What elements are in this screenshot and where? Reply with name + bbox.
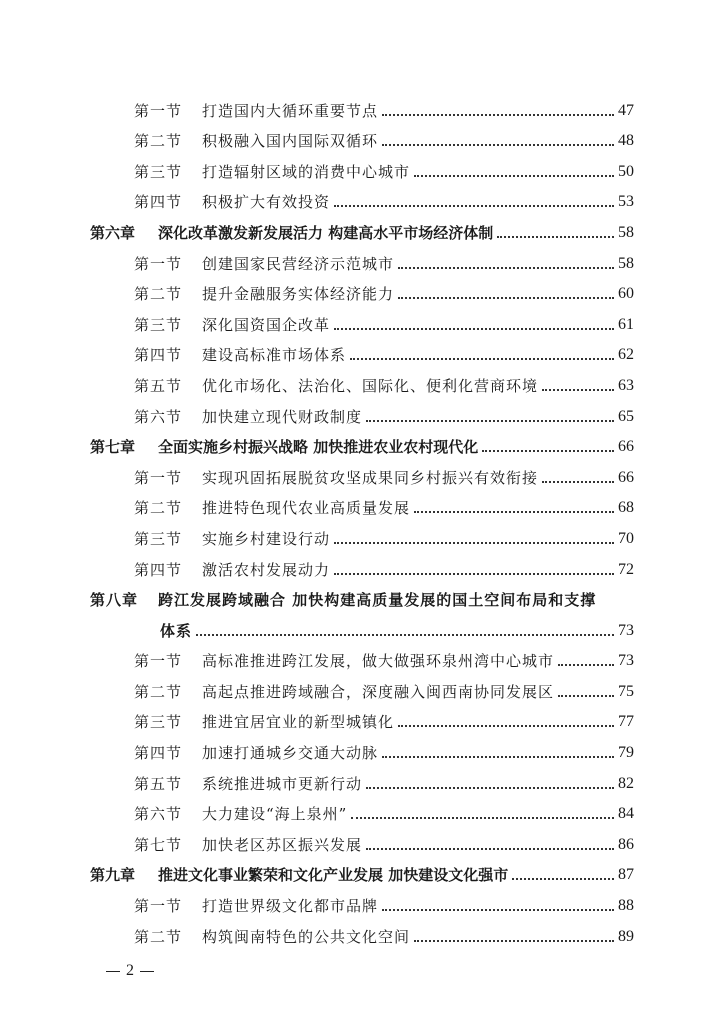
toc-entry-title: 系统推进城市更新行动 bbox=[202, 774, 363, 793]
toc-entry-label: 第一节 bbox=[134, 897, 183, 916]
toc-section-row[interactable] bbox=[134, 671, 634, 702]
toc-entry-label: 第一节 bbox=[134, 468, 183, 487]
toc-entry-title: 优化市场化、法治化、国际化、便利化营商环境 bbox=[202, 376, 539, 395]
toc-page-number: 62 bbox=[618, 346, 634, 364]
toc-dot-leader bbox=[414, 940, 614, 942]
toc-section-row[interactable] bbox=[134, 365, 634, 396]
toc-section-row[interactable] bbox=[134, 90, 634, 121]
toc-entry-title: 体系 bbox=[160, 621, 193, 640]
toc-page-number: 48 bbox=[618, 132, 634, 150]
toc-entry-label: 第三节 bbox=[134, 315, 183, 334]
toc-entry-label: 第三节 bbox=[134, 529, 183, 548]
toc-entry-label: 第七章 bbox=[90, 438, 136, 457]
toc-entry-title: 加快老区苏区振兴发展 bbox=[202, 835, 363, 854]
toc-entry-label: 第一节 bbox=[134, 101, 183, 120]
toc-dot-leader bbox=[196, 634, 614, 636]
toc-page-number: 73 bbox=[618, 652, 634, 670]
toc-page-number: 75 bbox=[618, 682, 634, 700]
toc-chapter-row[interactable] bbox=[90, 855, 634, 886]
toc-page-number: 50 bbox=[618, 162, 634, 180]
toc-entry-label: 第二节 bbox=[134, 285, 183, 304]
toc-page-number: 89 bbox=[618, 927, 634, 945]
toc-entry-label: 第二节 bbox=[134, 499, 183, 518]
toc-entry-title: 提升金融服务实体经济能力 bbox=[202, 285, 395, 304]
toc-entry-title: 跨江发展跨域融合 加快构建高质量发展的国土空间布局和支撑 bbox=[158, 591, 597, 610]
toc-entry-title: 加快建立现代财政制度 bbox=[202, 407, 363, 426]
toc-dot-leader bbox=[542, 481, 614, 483]
toc-entry-label: 第一节 bbox=[134, 652, 183, 671]
toc-section-row[interactable] bbox=[134, 274, 634, 305]
toc-entry-title: 创建国家民营经济示范城市 bbox=[202, 254, 395, 273]
toc-dot-leader bbox=[512, 878, 614, 880]
toc-section-row[interactable] bbox=[134, 243, 634, 274]
toc-section-row[interactable] bbox=[134, 488, 634, 519]
toc-section-row[interactable] bbox=[134, 182, 634, 213]
toc-entry-title: 积极扩大有效投资 bbox=[202, 193, 331, 212]
toc-entry-title: 打造国内大循环重要节点 bbox=[202, 101, 379, 120]
toc-dot-leader bbox=[398, 725, 614, 727]
toc-chapter-row[interactable] bbox=[90, 427, 634, 458]
toc-page-number: 47 bbox=[618, 101, 634, 119]
toc-entry-title: 构筑闽南特色的公共文化空间 bbox=[202, 927, 411, 946]
toc-entry-label: 第一节 bbox=[134, 254, 183, 273]
toc-dot-leader bbox=[542, 389, 614, 391]
toc-dot-leader bbox=[334, 205, 614, 207]
toc-page-number: 70 bbox=[618, 529, 634, 547]
toc-entry-label: 第二节 bbox=[134, 927, 183, 946]
toc-section-row[interactable] bbox=[134, 702, 634, 733]
page-footer bbox=[106, 962, 154, 980]
toc-dot-leader bbox=[497, 236, 614, 238]
toc-dot-leader bbox=[334, 542, 614, 544]
toc-dot-leader bbox=[558, 664, 614, 666]
toc-page-number: 53 bbox=[618, 193, 634, 211]
toc-section-row[interactable] bbox=[134, 304, 634, 335]
toc-page-number: 82 bbox=[618, 774, 634, 792]
toc-dot-leader bbox=[366, 848, 614, 850]
toc-dot-leader bbox=[334, 573, 614, 575]
toc-page-number: 73 bbox=[618, 621, 634, 639]
toc-entry-title: 打造辐射区域的消费中心城市 bbox=[202, 162, 411, 181]
toc-section-row[interactable] bbox=[134, 457, 634, 488]
toc-entry-title: 推进文化事业繁荣和文化产业发展 加快建设文化强市 bbox=[158, 866, 509, 885]
toc-dot-leader bbox=[414, 175, 614, 177]
toc-entry-label: 第四节 bbox=[134, 346, 183, 365]
toc-entry-title: 大力建设“海上泉州” bbox=[202, 805, 348, 824]
toc-entry-title: 激活农村发展动力 bbox=[202, 560, 331, 579]
toc-section-row[interactable] bbox=[134, 763, 634, 794]
toc-page-number: 65 bbox=[618, 407, 634, 425]
toc-page-number: 58 bbox=[618, 223, 634, 241]
toc-section-row[interactable] bbox=[134, 396, 634, 427]
toc-section-row[interactable] bbox=[134, 121, 634, 152]
toc-page-number: 84 bbox=[618, 805, 634, 823]
toc-entry-label: 第四节 bbox=[134, 744, 183, 763]
toc-dot-leader bbox=[398, 297, 614, 299]
toc-entry-label: 第六节 bbox=[134, 805, 183, 824]
toc-section-row[interactable] bbox=[134, 549, 634, 580]
toc-continuation-row[interactable] bbox=[160, 610, 634, 641]
toc-section-row[interactable] bbox=[134, 794, 634, 825]
toc-section-row[interactable] bbox=[134, 151, 634, 182]
toc-entry-title: 全面实施乡村振兴战略 加快推进农业农村现代化 bbox=[158, 438, 479, 457]
toc-dot-leader bbox=[382, 144, 614, 146]
toc-page-number: 86 bbox=[618, 835, 634, 853]
footer-dash-right bbox=[140, 971, 154, 972]
toc-entry-title: 高标准推进跨江发展，做大做强环泉州湾中心城市 bbox=[202, 652, 555, 671]
toc-entry-label: 第八章 bbox=[90, 591, 139, 610]
toc-entry-label: 第二节 bbox=[134, 682, 183, 701]
toc-entry-title: 加速打通城乡交通大动脉 bbox=[202, 744, 379, 763]
toc-entry-title: 实施乡村建设行动 bbox=[202, 529, 331, 548]
toc-page-number: 68 bbox=[618, 499, 634, 517]
toc-dot-leader bbox=[382, 756, 614, 758]
toc-entry-title: 实现巩固拓展脱贫攻坚成果同乡村振兴有效衔接 bbox=[202, 468, 539, 487]
toc-entry-label: 第六章 bbox=[90, 223, 136, 242]
footer-dash-left bbox=[106, 971, 120, 972]
toc-section-row[interactable] bbox=[134, 824, 634, 855]
toc-dot-leader bbox=[382, 909, 614, 911]
toc-entry-label: 第三节 bbox=[134, 162, 183, 181]
footer-page-number: 2 bbox=[126, 962, 134, 979]
toc-entry-title: 推进特色现代农业高质量发展 bbox=[202, 499, 411, 518]
toc-page-number: 79 bbox=[618, 744, 634, 762]
toc-entry-title: 高起点推进跨域融合，深度融入闽西南协同发展区 bbox=[202, 682, 555, 701]
toc-dot-leader bbox=[558, 695, 614, 697]
toc-page-number: 66 bbox=[618, 438, 634, 456]
toc-entry-label: 第四节 bbox=[134, 560, 183, 579]
toc-dot-leader bbox=[382, 114, 614, 116]
toc-page-number: 72 bbox=[618, 560, 634, 578]
toc-page-number: 87 bbox=[618, 866, 634, 884]
toc-section-row[interactable] bbox=[134, 885, 634, 916]
toc-page-number: 61 bbox=[618, 315, 634, 333]
toc-entry-title: 积极融入国内国际双循环 bbox=[202, 132, 379, 151]
toc-entry-label: 第五节 bbox=[134, 376, 183, 395]
toc-entry-label: 第七节 bbox=[134, 835, 183, 854]
toc-entry-label: 第四节 bbox=[134, 193, 183, 212]
toc-entry-label: 第二节 bbox=[134, 132, 183, 151]
toc-page-number: 60 bbox=[618, 285, 634, 303]
toc-entry-title: 建设高标准市场体系 bbox=[202, 346, 347, 365]
toc-section-row[interactable] bbox=[134, 335, 634, 366]
toc-page-number: 63 bbox=[618, 376, 634, 394]
table-of-contents bbox=[0, 90, 724, 947]
toc-chapter-row[interactable] bbox=[90, 580, 634, 611]
toc-entry-label: 第三节 bbox=[134, 713, 183, 732]
toc-section-row[interactable] bbox=[134, 641, 634, 672]
toc-entry-title: 打造世界级文化都市品牌 bbox=[202, 897, 379, 916]
toc-dot-leader bbox=[366, 420, 614, 422]
toc-dot-leader bbox=[366, 787, 614, 789]
toc-page-number: 88 bbox=[618, 897, 634, 915]
toc-dot-leader bbox=[334, 328, 614, 330]
toc-page-number: 66 bbox=[618, 468, 634, 486]
toc-page-number: 58 bbox=[618, 254, 634, 272]
toc-entry-title: 深化国资国企改革 bbox=[202, 315, 331, 334]
toc-entry-label: 第五节 bbox=[134, 774, 183, 793]
toc-section-row[interactable] bbox=[134, 916, 634, 947]
toc-section-row[interactable] bbox=[134, 518, 634, 549]
toc-dot-leader bbox=[414, 511, 614, 513]
toc-dot-leader bbox=[482, 450, 614, 452]
toc-page-number: 77 bbox=[618, 713, 634, 731]
toc-dot-leader bbox=[351, 817, 614, 819]
toc-chapter-row[interactable] bbox=[90, 212, 634, 243]
toc-dot-leader bbox=[350, 358, 614, 360]
toc-entry-label: 第九章 bbox=[90, 866, 136, 885]
toc-entry-title: 推进宜居宜业的新型城镇化 bbox=[202, 713, 395, 732]
toc-section-row[interactable] bbox=[134, 732, 634, 763]
toc-dot-leader bbox=[398, 267, 614, 269]
toc-entry-label: 第六节 bbox=[134, 407, 183, 426]
toc-entry-title: 深化改革激发新发展活力 构建高水平市场经济体制 bbox=[158, 223, 494, 242]
